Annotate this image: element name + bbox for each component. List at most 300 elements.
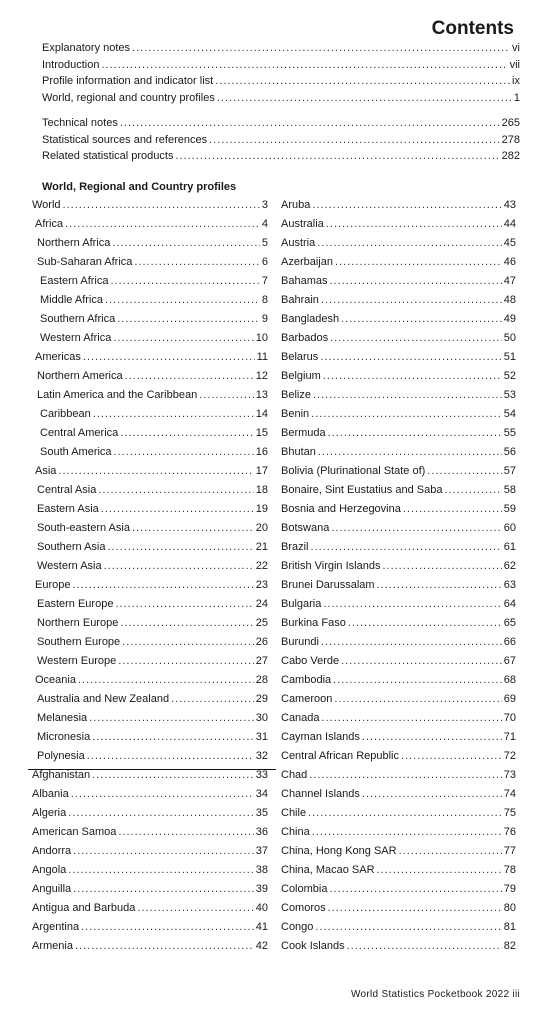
leader-dots	[209, 134, 500, 146]
profiles-left-column	[32, 199, 268, 959]
toc-entry-label: Anguilla	[32, 883, 72, 895]
leader-dots	[362, 731, 502, 743]
toc-entry-label: Argentina	[32, 921, 80, 933]
toc-entry-label: Bosnia and Herzegovina	[281, 503, 401, 515]
toc-entry[interactable]	[32, 617, 268, 636]
toc-entry[interactable]	[281, 807, 516, 826]
toc-entry-page: 36	[255, 826, 268, 838]
toc-entry-page: ix	[512, 75, 520, 88]
leader-dots	[134, 256, 259, 268]
toc-entry-page: vii	[509, 58, 520, 71]
toc-entry-label: Cayman Islands	[281, 731, 360, 743]
toc-entry[interactable]	[281, 579, 516, 598]
toc-entry-label: Congo	[281, 921, 314, 933]
toc-entry-label: China	[281, 826, 310, 838]
toc-entry-page: 265	[501, 117, 520, 129]
toc-entry[interactable]	[281, 408, 516, 427]
toc-entry-label: Melanesia	[37, 712, 88, 724]
leader-dots	[125, 370, 254, 382]
toc-entry-page: 49	[503, 313, 516, 325]
toc-entry-label: Bonaire, Sint Eustatius and Saba	[281, 484, 443, 496]
toc-entry-label: Americas	[35, 351, 81, 363]
toc-entry[interactable]	[32, 275, 268, 294]
toc-entry[interactable]	[32, 256, 268, 275]
leader-dots	[101, 503, 254, 515]
toc-entry[interactable]	[32, 351, 268, 370]
toc-entry-label: Micronesia	[37, 731, 91, 743]
leader-dots	[312, 199, 501, 211]
leader-dots	[93, 408, 254, 420]
leader-dots	[112, 237, 260, 249]
toc-entry-label: Western Europe	[37, 655, 117, 667]
leader-dots	[217, 92, 512, 104]
leader-dots	[171, 693, 254, 705]
toc-entry[interactable]	[281, 617, 516, 636]
leader-dots	[72, 579, 253, 591]
leader-dots	[329, 883, 501, 895]
toc-entry-label: Northern Europe	[37, 617, 119, 629]
toc-entry[interactable]	[32, 674, 268, 693]
toc-entry-page: 33	[255, 769, 268, 781]
toc-entry[interactable]	[32, 940, 268, 959]
toc-entry-page: 3	[261, 199, 268, 211]
leader-dots	[98, 484, 253, 496]
toc-entry[interactable]	[281, 427, 516, 446]
toc-entry-page: 74	[503, 788, 516, 800]
toc-entry-page: 10	[255, 332, 268, 344]
toc-entry[interactable]	[281, 788, 516, 807]
toc-entry-label: Profile information and indicator list	[42, 75, 214, 88]
toc-entry-label: Canada	[281, 712, 320, 724]
toc-entry-page: 45	[503, 237, 516, 249]
leader-dots	[348, 617, 502, 629]
leader-dots	[117, 313, 260, 325]
toc-entry[interactable]	[281, 313, 516, 332]
toc-entry-label: Bahamas	[281, 275, 328, 287]
toc-entry-page: 46	[503, 256, 516, 268]
leader-dots	[78, 674, 254, 686]
leader-dots	[318, 446, 502, 458]
leader-dots	[317, 237, 502, 249]
toc-entry-label: Belgium	[281, 370, 321, 382]
toc-entry[interactable]	[32, 199, 268, 218]
toc-entry[interactable]	[281, 712, 516, 731]
toc-entry[interactable]	[32, 427, 268, 446]
toc-entry[interactable]	[281, 522, 516, 541]
toc-entry[interactable]	[32, 465, 268, 484]
toc-entry[interactable]	[281, 750, 516, 769]
toc-entry[interactable]	[281, 655, 516, 674]
toc-entry[interactable]	[42, 75, 520, 92]
toc-entry-page: 43	[503, 199, 516, 211]
toc-entry-label: Brunei Darussalam	[281, 579, 375, 591]
toc-entry-page: 9	[261, 313, 268, 325]
toc-entry-label: Cambodia	[281, 674, 332, 686]
leader-dots	[335, 256, 502, 268]
toc-entry-page: 22	[255, 560, 268, 572]
toc-entry-page: vi	[512, 42, 520, 54]
toc-entry-label: Bahrain	[281, 294, 319, 306]
leader-dots	[399, 845, 502, 857]
leader-dots	[347, 940, 502, 952]
leader-dots	[137, 902, 253, 914]
toc-entry[interactable]	[32, 845, 268, 864]
toc-entry-page: 41	[255, 921, 268, 933]
toc-entry[interactable]	[281, 864, 516, 883]
toc-entry-label: Caribbean	[40, 408, 91, 420]
divider-line	[28, 769, 276, 770]
toc-entry[interactable]	[281, 902, 516, 921]
toc-entry-page: 4	[261, 218, 268, 230]
toc-entry[interactable]	[32, 237, 268, 256]
leader-dots	[122, 636, 254, 648]
toc-entry-page: 51	[503, 351, 516, 363]
toc-entry-page: 76	[503, 826, 516, 838]
toc-entry-label: Sub-Saharan Africa	[37, 256, 133, 268]
toc-entry-label: Northern America	[37, 370, 123, 382]
leader-dots	[68, 807, 254, 819]
toc-entry[interactable]	[281, 465, 516, 484]
toc-entry[interactable]	[281, 370, 516, 389]
leader-dots	[118, 826, 253, 838]
leader-dots	[73, 883, 254, 895]
toc-entry[interactable]	[32, 636, 268, 655]
toc-entry[interactable]	[281, 275, 516, 294]
toc-entry[interactable]	[32, 522, 268, 541]
toc-entry[interactable]	[32, 769, 268, 788]
leader-dots	[58, 465, 253, 477]
leader-dots	[108, 541, 254, 553]
toc-entry[interactable]	[32, 484, 268, 503]
toc-entry-label: Cook Islands	[281, 940, 345, 952]
leader-dots	[320, 351, 501, 363]
leader-dots	[401, 750, 502, 762]
toc-entry[interactable]	[32, 864, 268, 883]
leader-dots	[105, 294, 260, 306]
toc-entry[interactable]	[32, 503, 268, 522]
toc-entry-label: Cabo Verde	[281, 655, 340, 667]
toc-entry-page: 7	[261, 275, 268, 287]
toc-entry[interactable]	[281, 598, 516, 617]
toc-entry-page: 27	[255, 655, 268, 667]
leader-dots	[113, 332, 253, 344]
leader-dots	[71, 788, 254, 800]
toc-entry-page: 16	[255, 446, 268, 458]
toc-entry[interactable]	[32, 693, 268, 712]
toc-entry-label: Northern Africa	[37, 237, 111, 249]
leader-dots	[81, 921, 254, 933]
toc-entry-page: 14	[255, 408, 268, 420]
toc-entry-label: Benin	[281, 408, 310, 420]
toc-entry-label: Armenia	[32, 940, 73, 952]
toc-entry[interactable]	[32, 902, 268, 921]
toc-entry[interactable]	[281, 921, 516, 940]
toc-entry[interactable]	[281, 332, 516, 351]
toc-entry-label: Albania	[32, 788, 69, 800]
leader-dots	[115, 598, 253, 610]
toc-entry-label: Chad	[281, 769, 308, 781]
toc-entry-label: Bolivia (Plurinational State of)	[281, 465, 426, 477]
leader-dots	[92, 769, 254, 781]
toc-entry-label: Comoros	[281, 902, 326, 914]
toc-entry-page: 81	[503, 921, 516, 933]
toc-entry-page: 64	[503, 598, 516, 610]
toc-entry-page: 1	[513, 92, 520, 105]
leader-dots	[215, 75, 510, 87]
toc-entry-label: Oceania	[35, 674, 76, 686]
toc-entry[interactable]	[281, 731, 516, 750]
toc-entry[interactable]	[281, 446, 516, 465]
toc-entry-page: 50	[503, 332, 516, 344]
toc-entry-label: Statistical sources and references	[42, 133, 208, 146]
toc-entry[interactable]	[281, 636, 516, 655]
toc-entry-label: World	[32, 199, 61, 211]
toc-entry-page: 18	[255, 484, 268, 496]
toc-entry-label: World, regional and country profiles	[42, 92, 215, 105]
toc-entry-page: 15	[255, 427, 268, 439]
toc-entry[interactable]	[42, 92, 520, 109]
toc-entry-page: 13	[255, 389, 268, 401]
leader-dots	[311, 408, 502, 420]
toc-entry-page: 67	[503, 655, 516, 667]
toc-entry-label: Southern Asia	[37, 541, 106, 553]
toc-entry[interactable]	[281, 560, 516, 579]
toc-entry[interactable]	[281, 389, 516, 408]
toc-entry[interactable]	[281, 294, 516, 313]
toc-entry-page: 278	[501, 133, 520, 146]
toc-entry-page: 57	[503, 465, 516, 477]
toc-entry[interactable]	[32, 218, 268, 237]
toc-entry[interactable]	[42, 117, 520, 134]
toc-entry-page: 17	[255, 465, 268, 477]
toc-entry[interactable]	[32, 313, 268, 332]
leader-dots	[328, 902, 502, 914]
toc-entry-label: Brazil	[281, 541, 309, 553]
leader-dots	[377, 579, 502, 591]
leader-dots	[101, 59, 507, 71]
toc-entry[interactable]	[281, 826, 516, 845]
toc-entry-page: 24	[255, 598, 268, 610]
toc-entry-label: Technical notes	[42, 117, 118, 129]
toc-entry[interactable]	[281, 237, 516, 256]
toc-entry[interactable]	[281, 256, 516, 275]
toc-entry-page: 8	[261, 294, 268, 306]
toc-entry-label: Eastern Europe	[37, 598, 114, 610]
toc-entry-page: 69	[503, 693, 516, 705]
toc-entry[interactable]	[281, 769, 516, 788]
leader-dots	[330, 332, 502, 344]
toc-entry-label: Bermuda	[281, 427, 326, 439]
page-footer: World Statistics Pocketbook 2022 iii	[350, 989, 520, 1000]
leader-dots	[311, 541, 502, 553]
toc-entry-label: Andorra	[32, 845, 72, 857]
toc-entry-page: 25	[255, 617, 268, 629]
leader-dots	[341, 655, 502, 667]
toc-entry-page: 82	[503, 940, 516, 952]
toc-entry[interactable]	[281, 484, 516, 503]
toc-entry[interactable]	[32, 408, 268, 427]
toc-entry-label: Chile	[281, 807, 307, 819]
toc-entry-label: Central African Republic	[281, 750, 400, 762]
leader-dots	[132, 522, 254, 534]
toc-entry[interactable]	[32, 826, 268, 845]
toc-entry-page: 29	[255, 693, 268, 705]
toc-entry[interactable]	[32, 446, 268, 465]
leader-dots	[403, 503, 502, 515]
toc-entry-page: 35	[255, 807, 268, 819]
toc-entry-page: 37	[255, 845, 268, 857]
toc-entry[interactable]	[281, 541, 516, 560]
toc-entry[interactable]	[32, 883, 268, 902]
toc-entry-label: Colombia	[281, 883, 328, 895]
toc-entry-label: Africa	[35, 218, 64, 230]
toc-entry-page: 20	[255, 522, 268, 534]
back-matter-list	[42, 117, 520, 167]
toc-entry-label: Introduction	[42, 58, 100, 71]
toc-entry-page: 62	[503, 560, 516, 572]
leader-dots	[321, 636, 502, 648]
toc-entry-label: Burundi	[281, 636, 319, 648]
toc-entry-label: Eastern Africa	[40, 275, 109, 287]
toc-entry-page: 68	[503, 674, 516, 686]
toc-entry-page: 58	[503, 484, 516, 496]
profiles-heading: World, Regional and Country profiles	[42, 181, 237, 193]
toc-entry[interactable]	[32, 788, 268, 807]
toc-entry-page: 53	[503, 389, 516, 401]
toc-entry-page: 77	[503, 845, 516, 857]
toc-entry[interactable]	[42, 150, 520, 167]
toc-entry-page: 23	[255, 579, 268, 591]
toc-entry[interactable]	[32, 294, 268, 313]
toc-entry-page: 32	[255, 750, 268, 762]
toc-entry-label: Asia	[35, 465, 57, 477]
leader-dots	[323, 370, 502, 382]
toc-entry-label: Channel Islands	[281, 788, 360, 800]
toc-entry-page: 44	[503, 218, 516, 230]
toc-entry-page: 71	[503, 731, 516, 743]
toc-entry[interactable]	[281, 693, 516, 712]
leader-dots	[382, 560, 501, 572]
toc-entry[interactable]	[32, 921, 268, 940]
toc-entry-label: Cameroon	[281, 693, 333, 705]
leader-dots	[110, 275, 259, 287]
toc-entry-page: 47	[503, 275, 516, 287]
leader-dots	[83, 351, 255, 363]
toc-entry[interactable]	[32, 389, 268, 408]
toc-entry-page: 34	[255, 788, 268, 800]
toc-entry[interactable]	[42, 42, 520, 59]
toc-entry[interactable]	[32, 655, 268, 674]
leader-dots	[104, 560, 254, 572]
leader-dots	[65, 218, 260, 230]
toc-entry-page: 80	[503, 902, 516, 914]
toc-entry[interactable]	[281, 883, 516, 902]
toc-entry[interactable]	[32, 332, 268, 351]
toc-entry-label: China, Hong Kong SAR	[281, 845, 397, 857]
leader-dots	[323, 598, 501, 610]
toc-entry-label: Angola	[32, 864, 67, 876]
toc-entry[interactable]	[281, 674, 516, 693]
toc-entry-page: 59	[503, 503, 516, 515]
leader-dots	[120, 617, 253, 629]
leader-dots	[328, 427, 502, 439]
toc-entry[interactable]	[281, 199, 516, 218]
toc-entry-label: South America	[40, 446, 112, 458]
leader-dots	[313, 389, 502, 401]
toc-entry-page: 19	[255, 503, 268, 515]
toc-entry[interactable]	[32, 750, 268, 769]
toc-entry[interactable]	[281, 940, 516, 959]
toc-entry-page: 73	[503, 769, 516, 781]
toc-entry[interactable]	[32, 560, 268, 579]
leader-dots	[309, 769, 501, 781]
toc-entry-label: Southern Africa	[40, 313, 116, 325]
toc-entry-page: 61	[503, 541, 516, 553]
toc-entry-label: Antigua and Barbuda	[32, 902, 136, 914]
toc-entry[interactable]	[42, 59, 520, 76]
leader-dots	[120, 427, 253, 439]
toc-entry-page: 31	[255, 731, 268, 743]
toc-entry-label: Azerbaijan	[281, 256, 333, 268]
toc-entry-label: Aruba	[281, 199, 311, 211]
toc-entry-page: 6	[261, 256, 268, 268]
toc-entry-label: Eastern Asia	[37, 503, 99, 515]
toc-entry[interactable]	[32, 541, 268, 560]
toc-entry-label: Bangladesh	[281, 313, 340, 325]
toc-entry-page: 42	[255, 940, 268, 952]
toc-entry[interactable]	[32, 598, 268, 617]
toc-entry[interactable]	[42, 134, 520, 151]
toc-entry-label: Latin America and the Caribbean	[37, 389, 198, 401]
leader-dots	[308, 807, 502, 819]
toc-entry-label: Austria	[281, 237, 316, 249]
leader-dots	[87, 750, 254, 762]
leader-dots	[118, 655, 253, 667]
toc-entry-page: 55	[503, 427, 516, 439]
leader-dots	[341, 313, 502, 325]
toc-entry[interactable]	[32, 712, 268, 731]
toc-entry-page: 75	[503, 807, 516, 819]
toc-entry[interactable]	[32, 731, 268, 750]
leader-dots	[329, 275, 501, 287]
toc-entry-page: 5	[261, 237, 268, 249]
toc-entry[interactable]	[281, 503, 516, 522]
toc-entry[interactable]	[32, 370, 268, 389]
toc-entry-page: 40	[255, 902, 268, 914]
toc-entry-page: 72	[503, 750, 516, 762]
toc-entry-page: 66	[503, 636, 516, 648]
toc-entry-page: 78	[503, 864, 516, 876]
toc-entry-label: Bhutan	[281, 446, 316, 458]
toc-entry-label: Central America	[40, 427, 119, 439]
toc-entry-page: 65	[503, 617, 516, 629]
toc-entry-page: 282	[501, 150, 520, 163]
toc-entry-label: Europe	[35, 579, 71, 591]
profiles-right-column	[281, 199, 516, 959]
toc-entry[interactable]	[281, 218, 516, 237]
leader-dots	[333, 674, 502, 686]
toc-entry-page: 30	[255, 712, 268, 724]
toc-entry[interactable]	[32, 579, 268, 598]
toc-entry[interactable]	[281, 351, 516, 370]
toc-entry-page: 26	[255, 636, 268, 648]
toc-entry-page: 63	[503, 579, 516, 591]
toc-entry[interactable]	[281, 845, 516, 864]
toc-entry[interactable]	[32, 807, 268, 826]
leader-dots	[312, 826, 502, 838]
toc-entry-page: 79	[503, 883, 516, 895]
leader-dots	[132, 42, 510, 54]
